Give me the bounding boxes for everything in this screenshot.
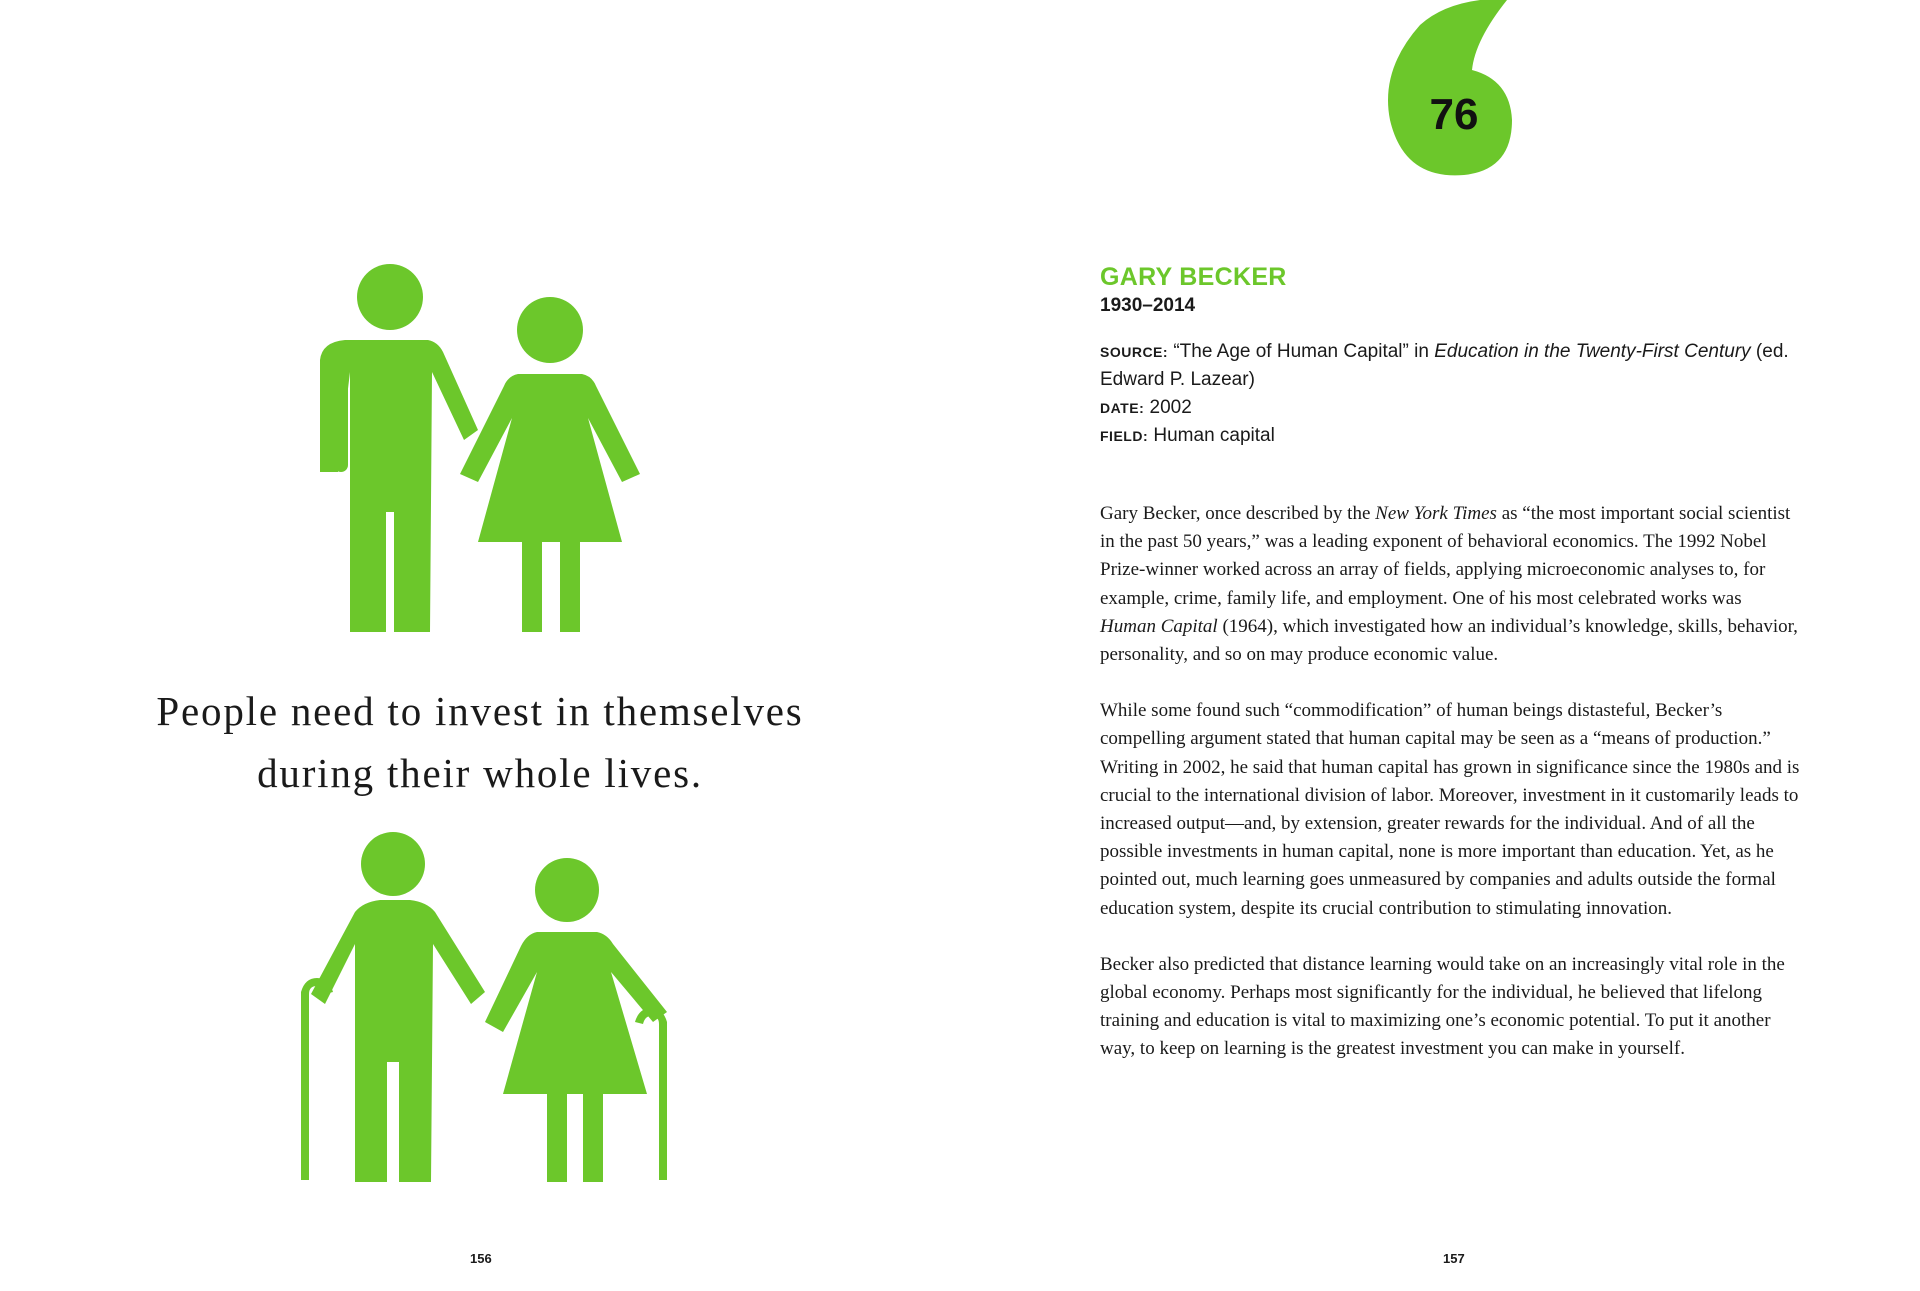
pull-quote [80,680,880,804]
field-label: FIELD: [1100,428,1149,444]
paragraph-3: Becker also predicted that distance learning would take on an increasingly vital role in the global economy. Perhaps most significantly for the individual, he believed that lifelong training and education is vital to maximizing one’s economic potential. To put it another way, to keep on learning is the greatest investment you can make in yourself. [1100,953,1785,1060]
field-line [1100,422,1800,450]
date-line [1100,394,1800,422]
date-value: 2002 [1149,397,1192,418]
field-value: Human capital [1153,425,1275,446]
paragraph-2: While some found such “commodification” of human beings distasteful, Becker’s compelling argument stated that human capital may be seen as a “means of production.” Writing in 2002, he said that human capital has grown in significance since the 1980s and is crucial to the international division of labor. Moreover, investment in it customarily leads to increased output—and, by extension, greater rewards for the individual. And of all the possible investments in human capital, none is more important than education. Yet, as he pointed out, much learning goes unmeasured by companies and adults outside the formal education system, despite its crucial contribution to stimulating innovation. [1100,700,1800,919]
source-label: SOURCE: [1100,344,1169,360]
pull-quote-line-2: during their whole lives. [257,750,703,796]
pull-quote-line-1: People need to invest in themselves [156,688,804,734]
page-number-left: 156 [470,1251,492,1266]
quote-number: 76 [1429,90,1479,139]
body-text [1100,500,1800,1092]
paragraph-1-text-a: Gary Becker, once described by the [1100,503,1376,524]
source-line [1100,338,1800,394]
source-title: Education in the Twenty-First Century [1434,341,1751,362]
paragraph-1-text-e: (1964), which investigated how an individual’s knowledge, skills, behavior, personality, and so on may produce economic value. [1100,615,1798,666]
paragraph-1-book-title: Human Capital [1100,615,1218,637]
source-prefix: “The Age of Human Capital” in [1173,341,1435,362]
young-couple-icon [310,262,660,632]
paragraph-1-text-c: as “the most important social scientist in the past 50 years,” was a leading exponent of behavioral economics. The 1992 Nobel Prize-winner worked across an array of fields, applying microeconomic analyses to, for example, crime, family life, and employment. One of his most celebrated works was [1100,503,1791,609]
page-number-right: 157 [1443,1251,1465,1266]
author-metadata [1100,262,1800,450]
paragraph-1-newspaper: New York Times [1375,503,1497,524]
source-suffix: (ed. Edward P. Lazear) [1100,341,1789,390]
elderly-couple-icon [285,832,685,1182]
author-name: GARY BECKER [1100,263,1287,291]
paragraph-1 [1100,500,1800,669]
date-label: DATE: [1100,400,1145,416]
author-years: 1930–2014 [1100,295,1196,316]
